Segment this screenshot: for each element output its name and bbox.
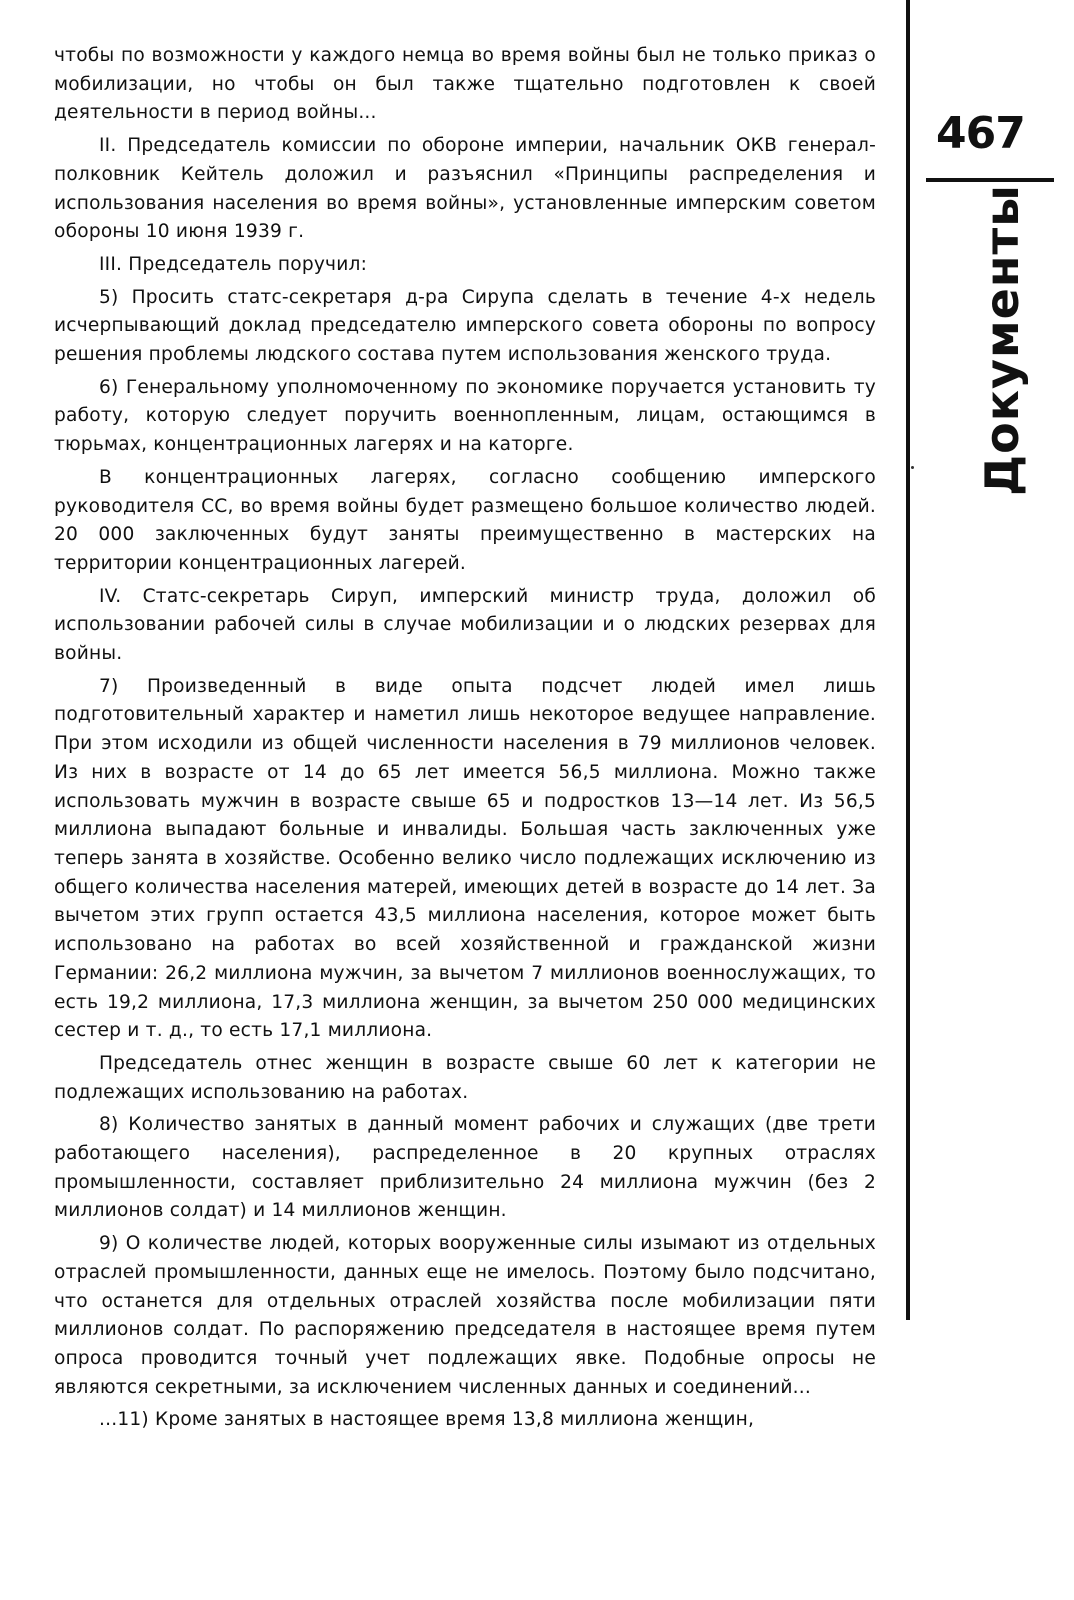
body-text <box>54 42 876 1439</box>
paragraph-item-6: 6) Генеральному уполномоченному по экономике поручается установить ту работу, которую следует поручить военнопленным, лицам, остающимся в тюрьмах, концентрационных лагерях и на каторге. <box>54 376 876 456</box>
section-title: Документы <box>975 184 1029 496</box>
paragraph-item-9: 9) О количестве людей, которых вооруженные силы изымают из отдельных отраслей промышленности, данных еще не имелось. Поэтому было подсчитано, что останется для отдельных отраслей хозяйства после мобилизации пяти миллионов солдат. По распоряжению председателя в настоящее время путем опроса проводится точный учет подлежащих явке. Подобные опросы не являются секретными, за исключением численных данных и соединений... <box>54 1233 876 1398</box>
paragraph-section-iii: III. Председатель поручил: <box>99 253 368 275</box>
paragraph-section-ii: II. Председатель комиссии по обороне империи, начальник ОКВ генерал-полковник Кейтель доложил и разъяснил «Принципы распределения и использования населения во время войны», установленные имперским советом обороны 10 июня 1939 г. <box>54 135 876 243</box>
paragraph-concentration-camps: В концентрационных лагерях, согласно сообщению имперского руководителя СС, во время войны будет размещено большое количество людей. 20 000 заключенных будут заняты преимущественно в мастерских на территории концентрационных лагерей. <box>54 466 876 574</box>
margin-dot <box>911 466 914 469</box>
margin-vertical-rule <box>906 0 910 1320</box>
paragraph-item-5: 5) Просить статс-секретаря д-ра Сирупа сделать в течение 4-х недель исчерпывающий доклад председателю имперского совета обороны по вопросу решения проблемы людского состава путем использования женского труда. <box>54 286 876 366</box>
paragraph-item-7: 7) Произведенный в виде опыта подсчет людей имел лишь подготовительный характер и наметил лишь некоторое ведущее направление. При этом исходили из общей численности населения в 79 миллионов человек. Из них в возрасте от 14 до 65 лет имеется 56,5 миллиона. Можно также использовать мужчин в возрасте свыше 65 и подростков 13—14 лет. Из 56,5 миллиона выпадают больные и инвалиды. Большая часть заключенных уже теперь занята в хозяйстве. Особенно велико число подлежащих исключению из общего количества населения матерей, имеющих детей в возрасте до 14 лет. За вычетом этих групп остается 43,5 миллиона населения, которое может быть использовано на работах во всей хозяйственной и гражданской жизни Германии: 26,2 миллиона мужчин, за вычетом 7 миллионов военнослужащих, то есть 19,2 миллиона, 17,3 миллиона женщин, за вычетом 250 000 медицинских сестер и т. д., то есть 17,1 миллиона. <box>54 675 876 1042</box>
page-number-underline <box>926 178 1054 182</box>
paragraph-section-iv: IV. Статс-секретарь Сируп, имперский министр труда, доложил об использовании рабочей силы в случае мобилизации и о людских резервах для войны. <box>54 585 876 665</box>
paragraph-chairman-note: Председатель отнес женщин в возрасте свыше 60 лет к категории не подлежащих использованию на работах. <box>54 1052 876 1103</box>
paragraph-item-11: ...11) Кроме занятых в настоящее время 13,8 миллиона женщин, <box>99 1409 755 1431</box>
paragraph-item-8: 8) Количество занятых в данный момент рабочих и служащих (две трети работающего населения), распределенное в 20 крупных отраслях промышленности, составляет приблизительно 24 миллиона мужчин (без 2 миллионов солдат) и 14 миллионов женщин. <box>54 1114 876 1222</box>
page-number: 467 <box>936 108 1025 159</box>
paragraph-continuation: чтобы по возможности у каждого немца во время войны был не только приказ о мобилизации, но чтобы он был также тщательно подготовлен к своей деятельности в период войны... <box>54 45 876 124</box>
